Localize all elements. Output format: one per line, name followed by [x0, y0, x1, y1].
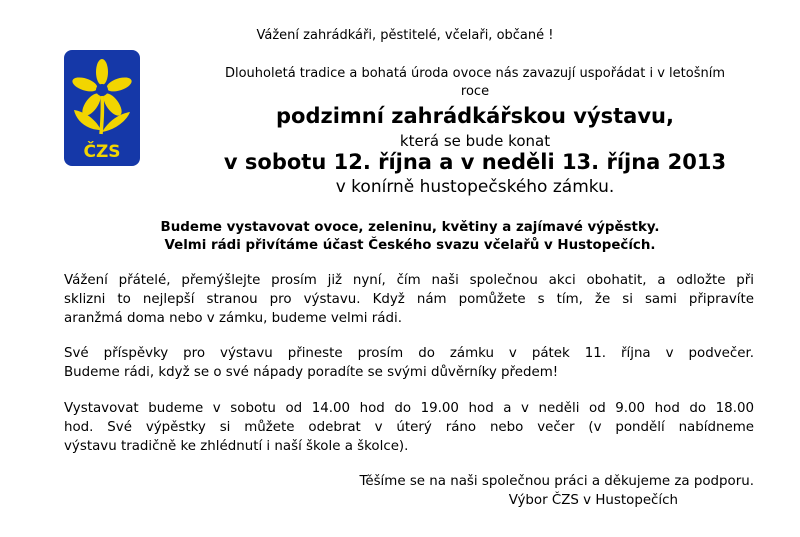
- event-subtitle: která se bude konat: [399, 132, 551, 150]
- greeting: Vážení zahrádkáři, pěstitelé, včelaři, občané !: [256, 28, 554, 43]
- logo-text: ČZS: [83, 142, 121, 162]
- paragraph-line: Vystavovat budeme v sobotu od 14.00 hod do 19.00 hod a v neděli od 9.00 hod do 18.00: [64, 401, 754, 416]
- paragraph-line: Své příspěvky pro výstavu přineste prosím do zámku v pátek 11. října v podvečer.: [64, 346, 754, 361]
- paragraph-line: aranžmá doma nebo v zámku, budeme velmi rádi.: [64, 311, 402, 326]
- highlight-line-2: Velmi rádi přivítáme účast Českého svazu včelařů v Hustopečích.: [164, 238, 656, 253]
- signature: Výbor ČZS v Hustopečích: [508, 493, 678, 508]
- closing-thanks: Těšíme se na naši společnou práci a děkujeme za podporu.: [359, 474, 754, 489]
- paragraph-line: Vážení přátelé, přemýšlejte prosím již nyní, čím naši společnou akci obohatit, a odložte při: [64, 273, 754, 288]
- paragraph-line: Budeme rádi, když se o své nápady poradíte se svými důvěrníky předem!: [64, 365, 559, 380]
- intro-line-2: roce: [460, 84, 490, 99]
- event-venue: v konírně hustopečského zámku.: [335, 177, 615, 197]
- paragraph-preparation: [64, 271, 754, 328]
- paragraph-line: sklizni to nejlepší stranou pro výstavu. Když nám pomůžete s tím, že si sami připravíte: [64, 292, 754, 307]
- highlight-line-1: Budeme vystavovat ovoce, zeleninu, květiny a zajímavé výpěstky.: [160, 220, 660, 235]
- czs-flower-logo-icon: [64, 50, 140, 166]
- paragraph-opening-hours: [64, 399, 754, 456]
- paragraph-contributions: [64, 344, 754, 382]
- event-title: podzimní zahrádkářskou výstavu,: [276, 104, 674, 128]
- paragraph-line: výstavu tradičně ke zhlédnutí i naší škole a školce).: [64, 439, 409, 454]
- paragraph-line: hod. Své výpěstky si můžete odebrat v úterý ráno nebo večer (v pondělí nabídneme: [64, 420, 754, 435]
- intro-line-1: Dlouholetá tradice a bohatá úroda ovoce nás zavazují uspořádat i v letošním: [224, 66, 726, 81]
- event-dates: v sobotu 12. října a v neděli 13. října 2013: [223, 150, 727, 174]
